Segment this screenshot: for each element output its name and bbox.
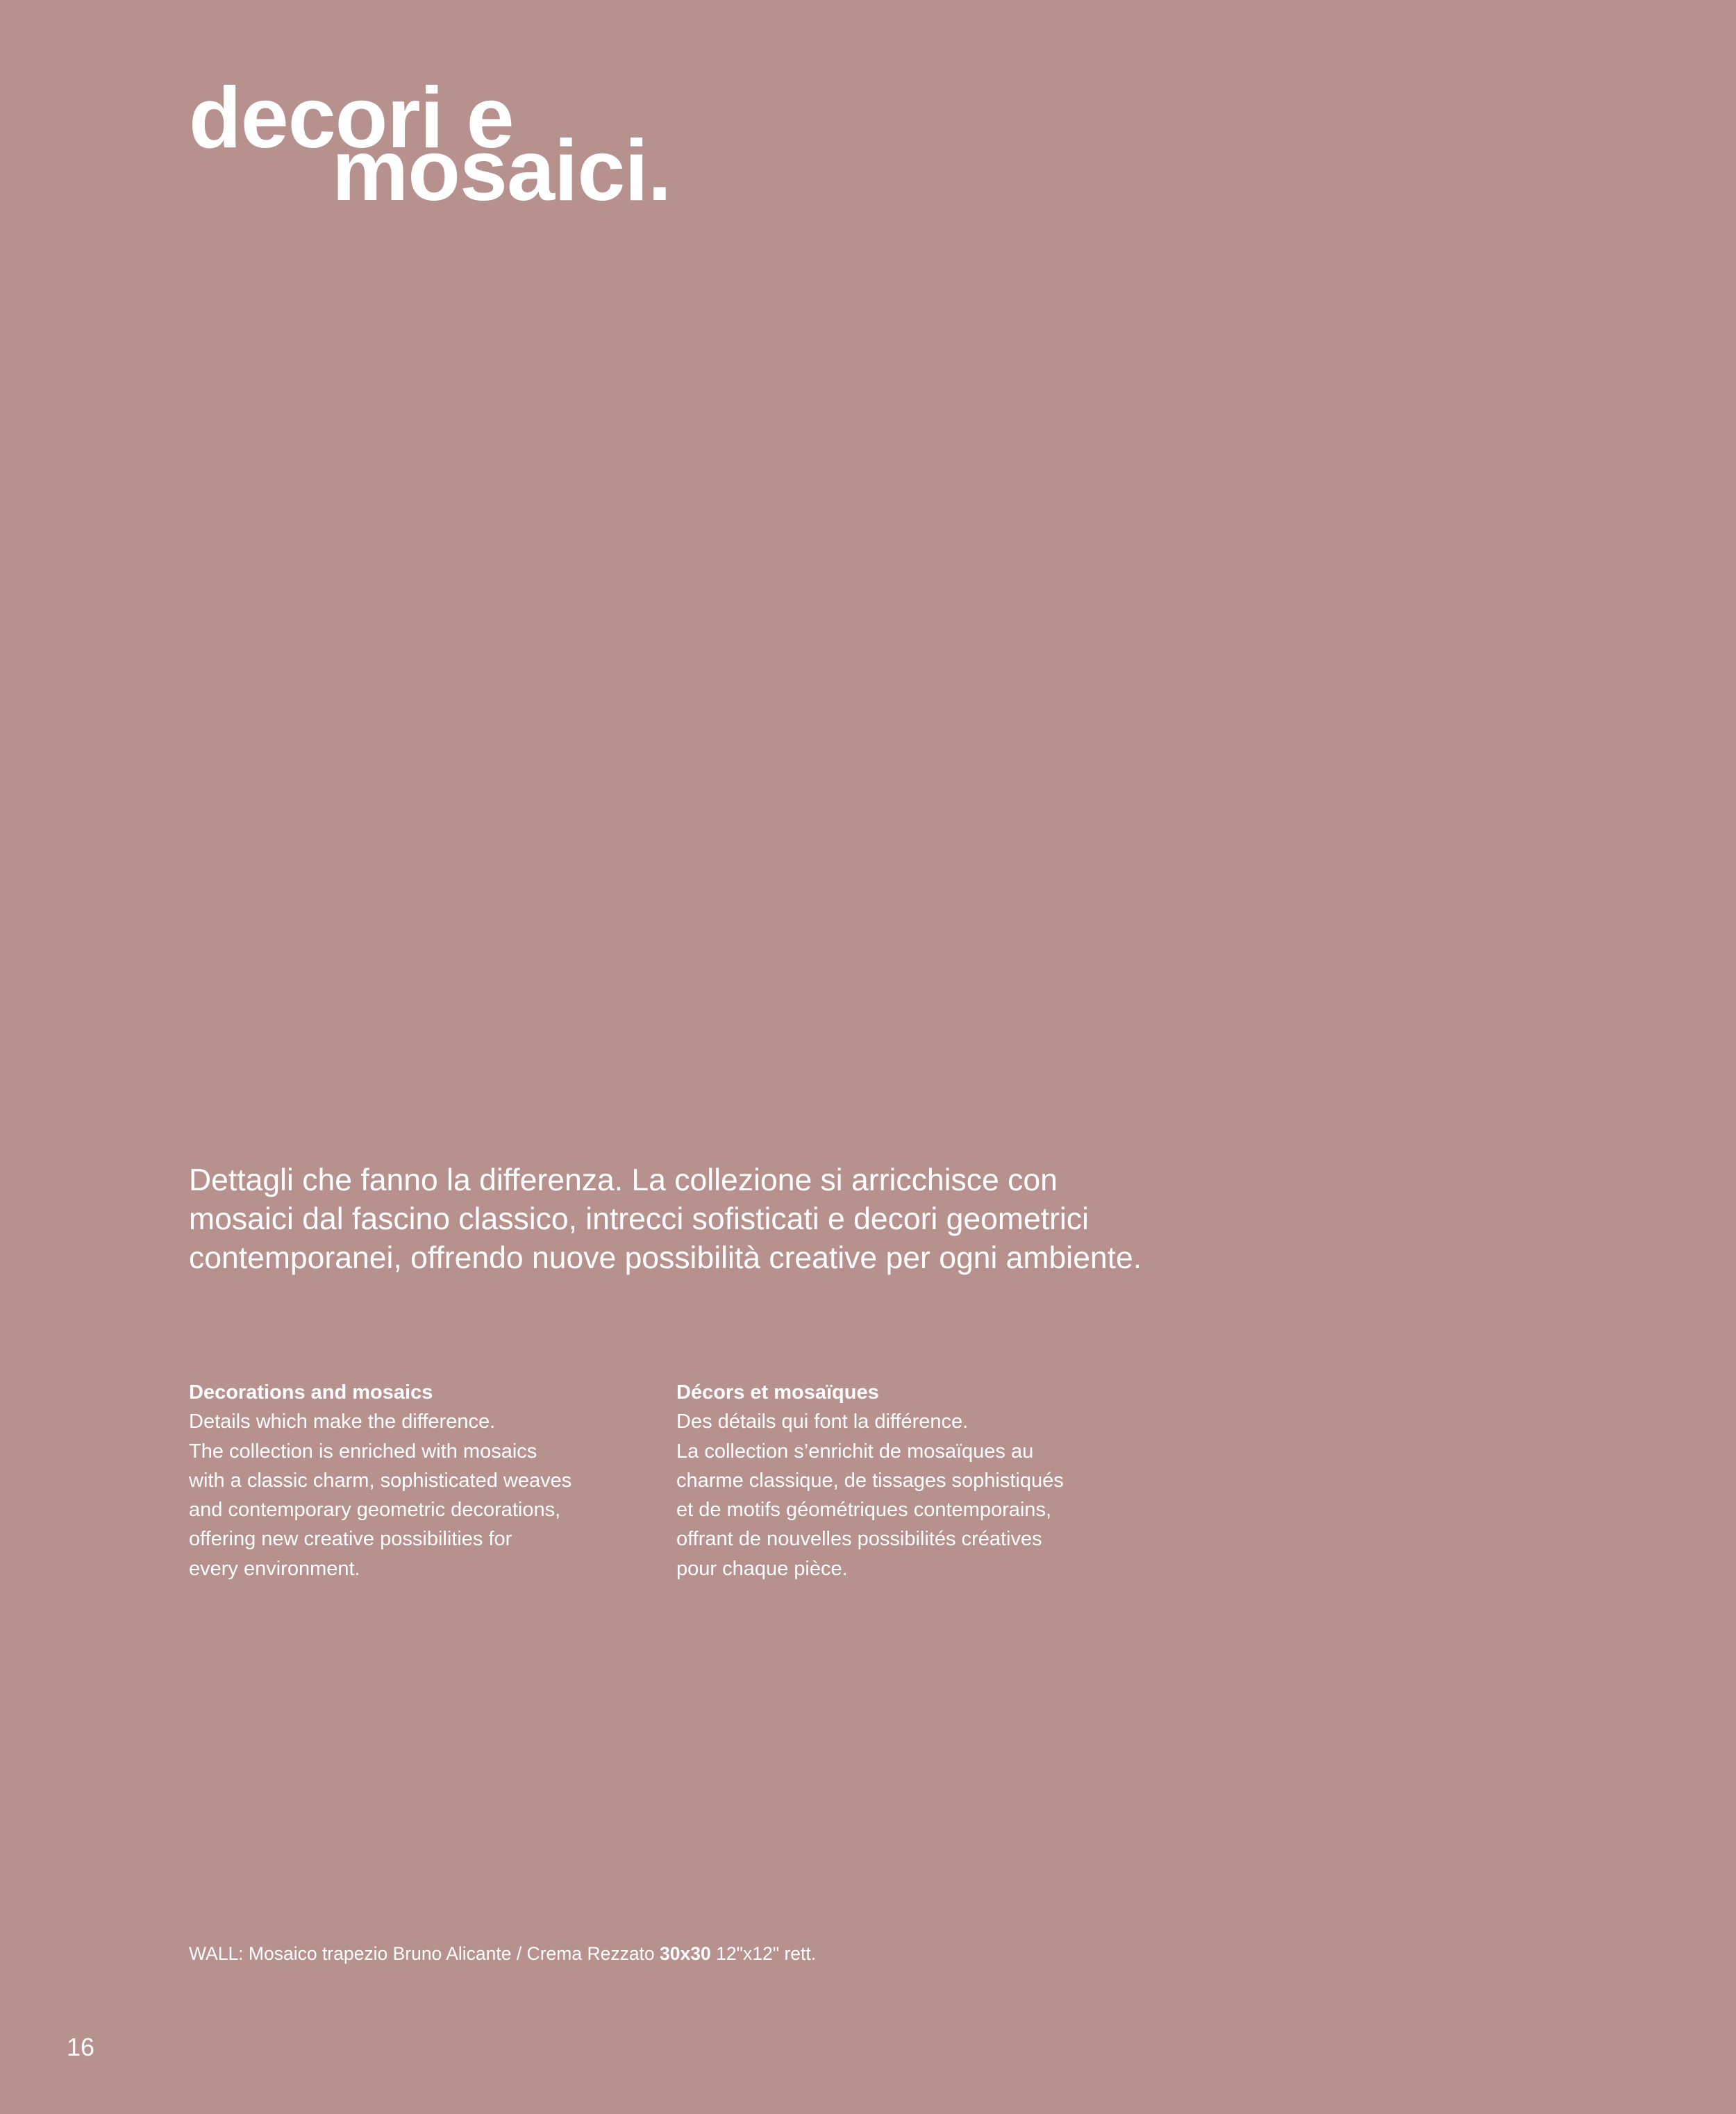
caption-prefix: WALL: Mosaico trapezio Bruno Alicante / Crema Rezzato [189, 1943, 660, 1964]
page-title-line-2: mosaici. [332, 123, 671, 219]
english-text-column [189, 1378, 661, 1583]
english-body: Details which make the difference. The collection is enriched with mosaics with a classic charm, sophisticated weaves and contemporary geometric decorations, offering new creative possibilities for every environment. [189, 1410, 572, 1580]
english-heading: Decorations and mosaics [189, 1381, 433, 1404]
page-number: 16 [67, 2033, 95, 2061]
french-body: Des détails qui font la différence. La collection s’enrichit de mosaïques au charme classique, de tissages sophistiqués et de motifs géométriques contemporains, offrant de nouvelles possibilités créatives pour chaque pièce. [676, 1410, 1064, 1580]
italian-lead-paragraph: Dettagli che fanno la differenza. La collezione si arricchisce con mosaici dal fascino classico, intrecci sofisticati e decori geometrici contemporanei, offrendo nuove possibilità creative per ogni ambiente. [189, 1163, 1142, 1275]
page-title [189, 70, 671, 219]
french-text-column [676, 1378, 1149, 1583]
page-title-line-1: decori e [189, 70, 514, 166]
caption-size: 30x30 [660, 1943, 711, 1964]
caption-suffix: 12"x12" rett. [710, 1943, 817, 1964]
product-caption [189, 1942, 816, 1965]
french-heading: Décors et mosaïques [676, 1381, 879, 1404]
